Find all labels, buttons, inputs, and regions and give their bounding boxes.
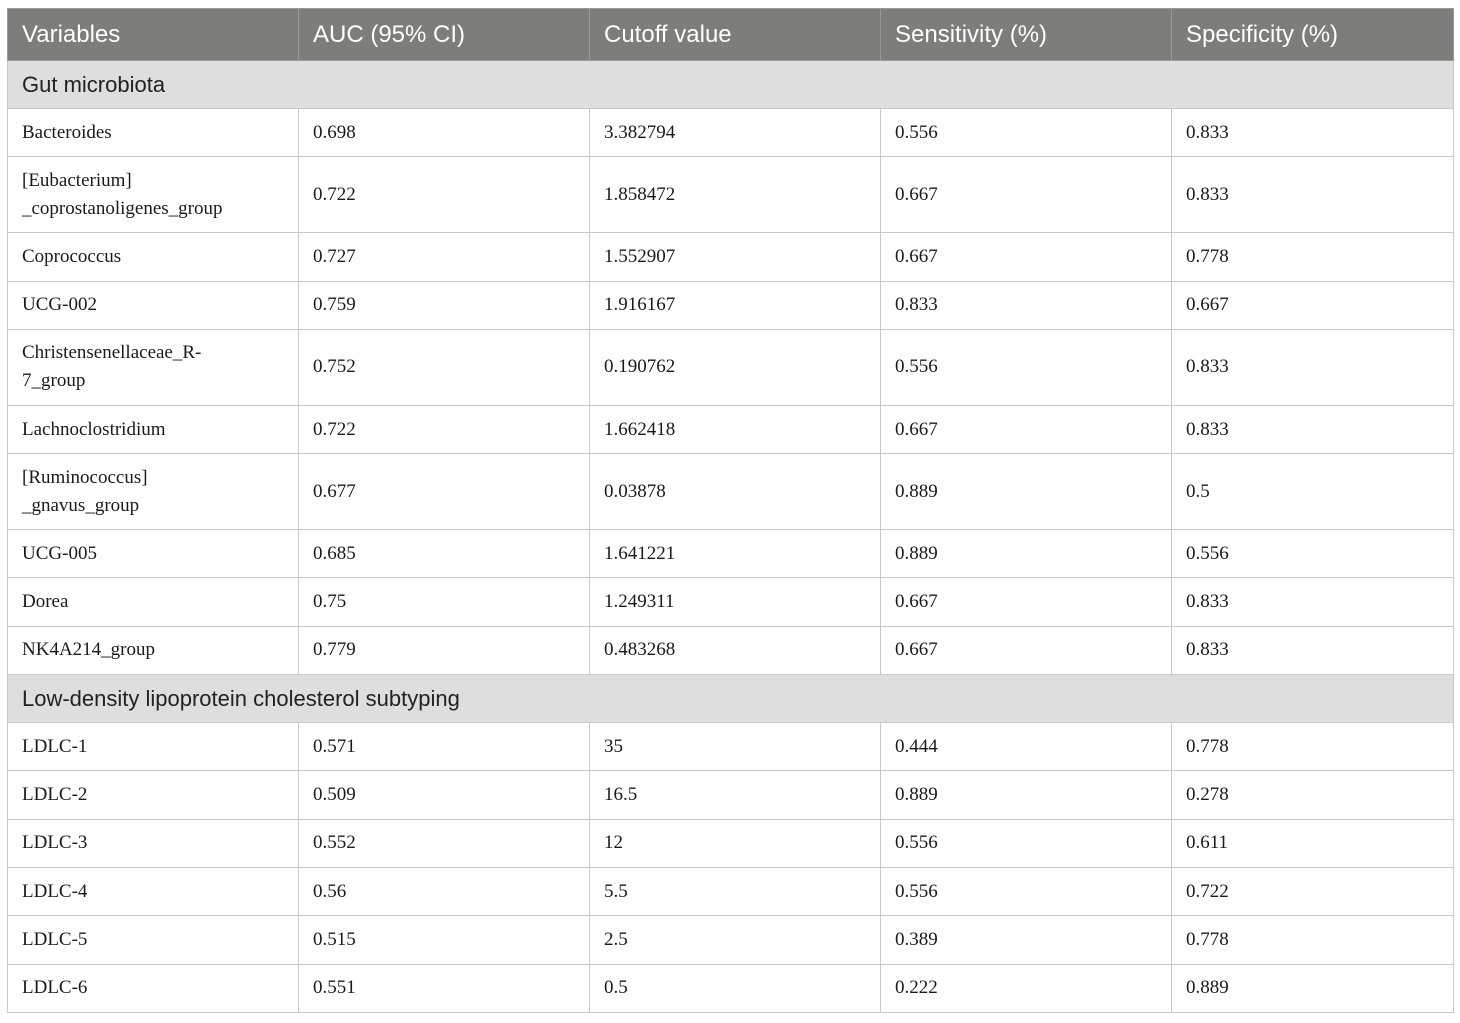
cell-specificity: 0.778 [1172, 723, 1454, 771]
cell-cutoff: 35 [590, 723, 881, 771]
table-row [8, 233, 1454, 281]
cell-variable: Lachnoclostridium [8, 405, 299, 453]
table-row [8, 916, 1454, 964]
cell-variable: Dorea [8, 578, 299, 626]
cell-cutoff: 1.858472 [590, 157, 881, 233]
section-row-gut-microbiota [8, 61, 1454, 109]
cell-auc: 0.552 [299, 819, 590, 867]
cell-sensitivity: 0.889 [881, 454, 1172, 530]
table-row [8, 964, 1454, 1012]
header-sensitivity: Sensitivity (%) [881, 9, 1172, 61]
cell-variable: [Eubacterium] _coprostanoligenes_group [8, 157, 299, 233]
table-row [8, 281, 1454, 329]
cell-variable: LDLC-4 [8, 867, 299, 915]
cell-variable: NK4A214_group [8, 626, 299, 674]
cell-specificity: 0.889 [1172, 964, 1454, 1012]
cell-auc: 0.779 [299, 626, 590, 674]
cell-variable: [Ruminococcus] _gnavus_group [8, 454, 299, 530]
cell-variable: Christensenellaceae_R- 7_group [8, 329, 299, 405]
cell-specificity: 0.667 [1172, 281, 1454, 329]
cell-auc: 0.515 [299, 916, 590, 964]
cell-auc: 0.509 [299, 771, 590, 819]
cell-specificity: 0.556 [1172, 530, 1454, 578]
cell-auc: 0.759 [299, 281, 590, 329]
cell-variable: LDLC-2 [8, 771, 299, 819]
cell-sensitivity: 0.667 [881, 626, 1172, 674]
cell-cutoff: 0.03878 [590, 454, 881, 530]
cell-variable: UCG-002 [8, 281, 299, 329]
cell-sensitivity: 0.556 [881, 867, 1172, 915]
cell-specificity: 0.833 [1172, 157, 1454, 233]
cell-specificity: 0.833 [1172, 626, 1454, 674]
cell-auc: 0.698 [299, 109, 590, 157]
table-row [8, 819, 1454, 867]
table-container [7, 8, 1453, 1013]
cell-auc: 0.551 [299, 964, 590, 1012]
cell-auc: 0.722 [299, 157, 590, 233]
cell-variable: LDLC-6 [8, 964, 299, 1012]
cell-variable: Bacteroides [8, 109, 299, 157]
cell-variable-line2: _coprostanoligenes_group [22, 197, 223, 219]
cell-sensitivity: 0.667 [881, 233, 1172, 281]
table-row [8, 109, 1454, 157]
header-variables: Variables [8, 9, 299, 61]
section-title: Low-density lipoprotein cholesterol subtyping [8, 675, 1454, 723]
cell-auc: 0.75 [299, 578, 590, 626]
cell-cutoff: 0.190762 [590, 329, 881, 405]
cell-sensitivity: 0.889 [881, 771, 1172, 819]
cell-cutoff: 1.552907 [590, 233, 881, 281]
cell-cutoff: 1.249311 [590, 578, 881, 626]
header-row [8, 9, 1454, 61]
table-row [8, 530, 1454, 578]
cell-cutoff: 0.483268 [590, 626, 881, 674]
header-auc: AUC (95% CI) [299, 9, 590, 61]
cell-variable: LDLC-1 [8, 723, 299, 771]
cell-sensitivity: 0.833 [881, 281, 1172, 329]
cell-cutoff: 5.5 [590, 867, 881, 915]
section-row-ldl-subtyping [8, 675, 1454, 723]
cell-cutoff: 3.382794 [590, 109, 881, 157]
cell-auc: 0.722 [299, 405, 590, 453]
cell-cutoff: 0.5 [590, 964, 881, 1012]
cell-specificity: 0.833 [1172, 109, 1454, 157]
cell-cutoff: 1.662418 [590, 405, 881, 453]
cell-specificity: 0.778 [1172, 233, 1454, 281]
cell-cutoff: 12 [590, 819, 881, 867]
table-row [8, 867, 1454, 915]
cell-specificity: 0.778 [1172, 916, 1454, 964]
cell-sensitivity: 0.667 [881, 157, 1172, 233]
table-row [8, 454, 1454, 530]
cell-specificity: 0.833 [1172, 578, 1454, 626]
table-row [8, 578, 1454, 626]
cell-variable: Coprococcus [8, 233, 299, 281]
cell-sensitivity: 0.556 [881, 329, 1172, 405]
cell-specificity: 0.722 [1172, 867, 1454, 915]
table-row [8, 157, 1454, 233]
cell-cutoff: 1.916167 [590, 281, 881, 329]
cell-specificity: 0.278 [1172, 771, 1454, 819]
cell-sensitivity: 0.667 [881, 578, 1172, 626]
cell-sensitivity: 0.889 [881, 530, 1172, 578]
table-row [8, 329, 1454, 405]
cell-variable: LDLC-3 [8, 819, 299, 867]
table-row [8, 405, 1454, 453]
cell-specificity: 0.611 [1172, 819, 1454, 867]
cell-cutoff: 2.5 [590, 916, 881, 964]
cell-sensitivity: 0.444 [881, 723, 1172, 771]
cell-auc: 0.677 [299, 454, 590, 530]
cell-variable-line2: _gnavus_group [22, 494, 140, 516]
cell-auc: 0.685 [299, 530, 590, 578]
cell-sensitivity: 0.222 [881, 964, 1172, 1012]
cell-sensitivity: 0.556 [881, 819, 1172, 867]
cell-sensitivity: 0.667 [881, 405, 1172, 453]
table-row [8, 723, 1454, 771]
table-body [8, 61, 1454, 1013]
cell-auc: 0.727 [299, 233, 590, 281]
results-table [7, 8, 1454, 1013]
cell-specificity: 0.833 [1172, 405, 1454, 453]
table-row [8, 626, 1454, 674]
cell-sensitivity: 0.556 [881, 109, 1172, 157]
section-title: Gut microbiota [8, 61, 1454, 109]
cell-cutoff: 16.5 [590, 771, 881, 819]
table-row [8, 771, 1454, 819]
cell-specificity: 0.833 [1172, 329, 1454, 405]
header-cutoff: Cutoff value [590, 9, 881, 61]
cell-auc: 0.56 [299, 867, 590, 915]
cell-variable: LDLC-5 [8, 916, 299, 964]
cell-auc: 0.571 [299, 723, 590, 771]
header-specificity: Specificity (%) [1172, 9, 1454, 61]
cell-auc: 0.752 [299, 329, 590, 405]
cell-variable: UCG-005 [8, 530, 299, 578]
cell-specificity: 0.5 [1172, 454, 1454, 530]
cell-cutoff: 1.641221 [590, 530, 881, 578]
cell-sensitivity: 0.389 [881, 916, 1172, 964]
table-header [8, 9, 1454, 61]
cell-variable-line2: 7_group [22, 370, 86, 392]
